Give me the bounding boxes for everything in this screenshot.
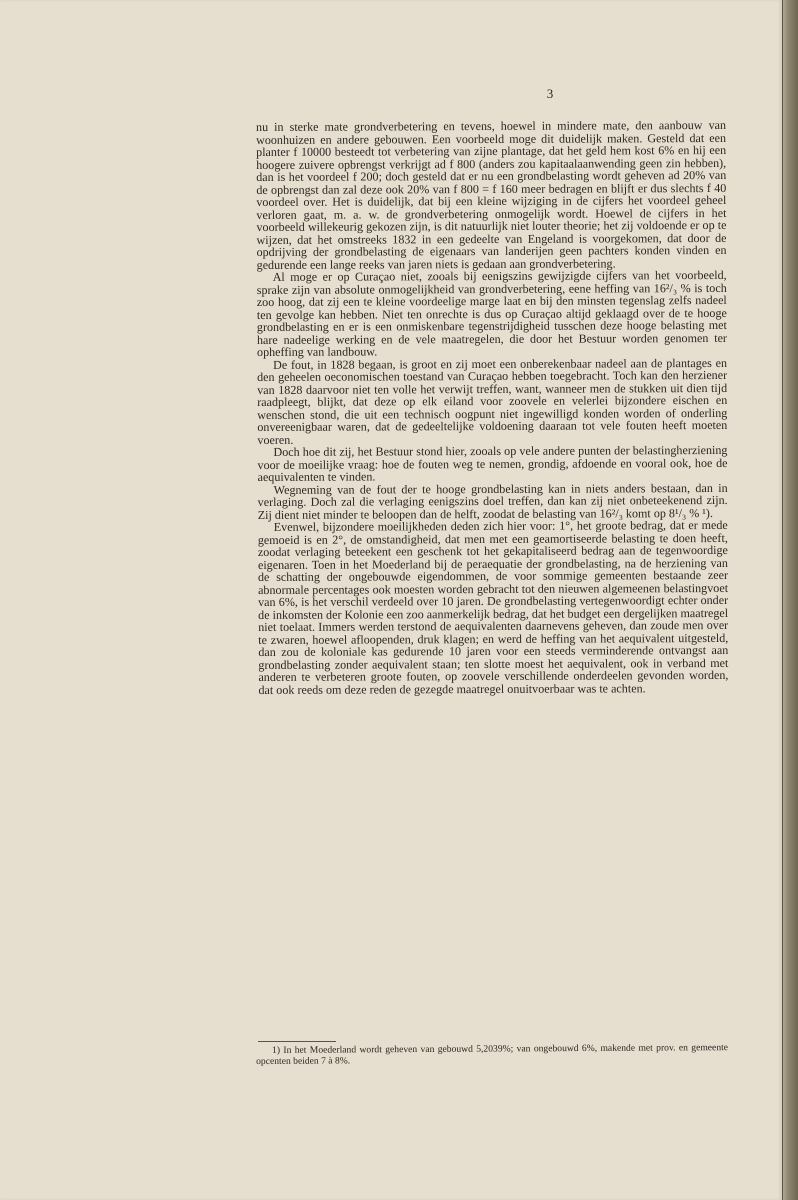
paragraph-3: De fout, in 1828 begaan, is groot en zij moet een onberekenbaar nadeel aan de plantages en den geheelen oeconomischen toestand van Curaçao hebben toegebracht. Toch kan den herziener van 1828 daarvoor niet ten volle het verwijt treffen, want, wanneer men de stukken uit dien tijd raadpleegt, blijkt, dat deze op elk eiland voor zoovele en velerlei bijzondere eischen en wenschen stond, die uit een technisch oogpunt niet ingewilligd konden worden of onderling onvereenigbaar waren, dat de gedeeltelijke voldoening daaraan tot vele fouten heeft moeten voeren. (257, 355, 728, 447)
paragraph-6: Evenwel, bijzondere moeilijkheden deden zich hier voor: 1°, het groote bedrag, dat er mede gemoeid is en 2°, de omstandigheid, dat men met een geamortiseerde belasting te doen heeft, zoodat verlaging beteekent een geschenk tot het gekapitaliseerd bedrag aan de tegenwoordige eigenaren. Toen in het Moederland bij de peraequatie der grondbelasting, na de herziening van de schatting der ongebouwde eigendommen, de voor sommige gemeenten bestaande zeer abnormale percentages ook moesten worden gebracht tot den nieuwen algemeenen belastingvoet van 6%, is het verschil verdeeld over 10 jaren. De grondbelasting vertegenwoordigt echter onder de inkomsten der Kolonie een zoo aanmerkelijk bedrag, dat het budget een dergelijken maatregel niet toelaat. Immers werden terstond de aequivalenten daarnevens geheven, dan zoude men over te zwaren, hoewel afloopenden, druk klagen; en werd de heffing van het aequivalent uitgesteld, dan zou de koloniale kas gedurende 10 jaren voor een steeds verminderende ontvangst aan grondbelasting zonder aequivalent staan; ten slotte moest het aequivalent, ook in verband met anderen te verbeteren groote fouten, op zoovele verschillende onderdeelen gevonden worden, dat ook reeds om deze reden de gezegde maatregel onuitvoerbaar was te achten. (257, 517, 729, 697)
page-number: 3 (546, 86, 554, 101)
paragraph-5: Wegneming van de fout der te hooge grondbelasting kan in niets anders bestaan, dan in verlaging. Doch zal die verlaging eenigszins doel treffen, dan kan zij niet onbeteekenend zijn. Zij dient niet minder te beloopen dan de helft, zoodat de belasting van 16²/₃ komt op 8¹/₃ % ¹). (257, 480, 728, 522)
page-edge (782, 0, 798, 1200)
paragraph-2: Al moge er op Curaçao niet, zooals bij eenigszins gewijzigde cijfers van het voorbeeld, sprake zijn van absolute onmogelijkheid van grondverbetering, eene heffing van 16²/₃ % is toch zoo hoog, dat zij een te kleine voordeelige marge laat en bij den minsten tegenslag zelfs nadeel ten gevolge kan hebben. Niet ten onrechte is dus op Curaçao altijd geklaagd over de te hooge grondbelasting en er is een onmiskenbare tegenstrijdigheid tusschen deze hooge belasting met hare nadeelige werking en de vele maatregelen, die door het Bestuur worden genomen ter opheffing van landbouw. (256, 267, 727, 359)
body-text (256, 119, 729, 696)
footnote-divider (258, 1041, 336, 1042)
footnote-text: 1) In het Moederland wordt geheven van gebouwd 5,2039%; van ongebouwd 6%, makende met prov. en gemeente opcenten beiden 7 à 8%. (256, 1042, 729, 1067)
paragraph-4: Doch hoe dit zij, het Bestuur stond hier, zooals op vele andere punten der belastingherziening voor de moeilijke vraag: hoe de fouten weg te nemen, grondig, afdoende en vooral ook, hoe de aequivalenten te vinden. (257, 442, 728, 484)
paragraph-1: nu in sterke mate grondverbetering en tevens, hoewel in mindere mate, den aanbouw van woonhuizen en andere gebouwen. Een voorbeeld moge dit duidelijk maken. Gesteld dat een planter f 10000 besteedt tot verbetering van zijne plantage, dat het geld hem kost 6% en hij een hoogere zuivere opbrengst verkrijgt ad f 800 (anders zou kapitaalaanwending geen zin hebben), dan is het voordeel f 200; doch gesteld dat er nu een grondbelasting wordt geheven ad 20% van de opbrengst dan zal deze ook 20% van f 800 = f 160 meer bedragen en blijft er dus slechts f 40 voordeel over. Het is duidelijk, dat bij een kleine wijziging in de cijfers het voordeel geheel verloren gaat, m. a. w. de grondverbetering onmogelijk wordt. Hoewel de cijfers in het voorbeeld willekeurig gekozen zijn, is dit natuurlijk niet louter theorie; het zij voldoende er op te wijzen, dat het omstreeks 1832 in een gedeelte van Engeland is voorgekomen, dat door de opdrijving der grondbelasting de eigenaars van landerijen geen pachters konden vinden en gedurende een lange reeks van jaren niets is gedaan aan grondverbetering. (255, 117, 727, 272)
footnote (256, 1042, 728, 1067)
page-edge-line (782, 0, 783, 1200)
